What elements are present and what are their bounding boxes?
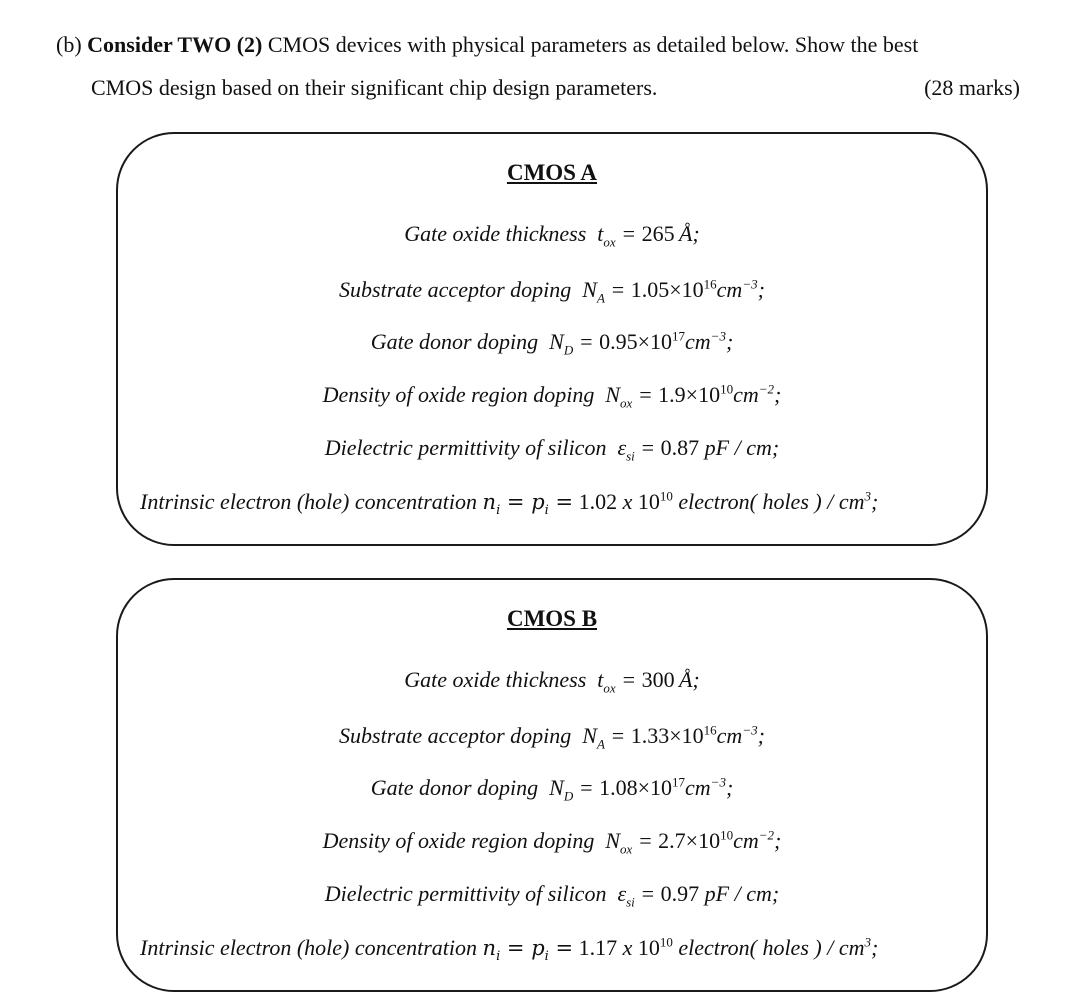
cmos-a-nox: Density of oxide region doping $N_{ox} = 1.9\times 10^{10}cm^{-2}$; bbox=[322, 381, 782, 411]
cmos-b-box bbox=[116, 578, 988, 992]
question-line-1 bbox=[56, 30, 1036, 60]
cmos-b-nox: Density of oxide region doping $N_{ox} = 2.7\times 10^{10}cm^{-2}$; bbox=[322, 827, 782, 857]
cmos-b-na: Substrate acceptor doping $N_A = 1.33\times 10^{16}cm^{-3}$; bbox=[339, 722, 765, 752]
cmos-a-eps: Dielectric permittivity of silicon $\varepsilon_{si} = 0.87$ pF / cm; bbox=[324, 435, 780, 464]
question-text-2: CMOS design based on their significant chip design parameters. bbox=[91, 75, 658, 100]
question-prefix: (b) bbox=[56, 32, 82, 57]
question-line-2 bbox=[91, 73, 1020, 103]
cmos-b-title: CMOS B bbox=[506, 606, 598, 631]
question-emphasis: Consider TWO (2) bbox=[87, 32, 263, 57]
question-text-1: CMOS devices with physical parameters as detailed below. Show the best bbox=[267, 32, 919, 57]
question-marks: (28 marks) bbox=[924, 75, 1020, 100]
cmos-a-nd: Gate donor doping $N_D = 0.95\times 10^{17}cm^{-3}$; bbox=[370, 328, 734, 358]
cmos-a-box bbox=[116, 132, 988, 546]
cmos-b-nd: Gate donor doping $N_D = 1.08\times 10^{17}cm^{-3}$; bbox=[370, 774, 734, 804]
cmos-b-ni: Intrinsic electron (hole) concentration $n_i = p_i = 1.17$ x $10^{10}$ electron( holes ) / $cm^3$; bbox=[140, 934, 879, 965]
cmos-a-na: Substrate acceptor doping $N_A = 1.05\times 10^{16}cm^{-3}$; bbox=[339, 276, 765, 306]
cmos-a-ni: Intrinsic electron (hole) concentration $n_i = p_i = 1.02$ x $10^{10}$ electron( holes ) / $cm^3$; bbox=[140, 488, 879, 519]
cmos-b-eps: Dielectric permittivity of silicon $\varepsilon_{si} = 0.97$ pF / cm; bbox=[324, 881, 780, 910]
cmos-a-tox: Gate oxide thickness $t_{ox} = 265$ Å; bbox=[404, 221, 700, 250]
cmos-a-title: CMOS A bbox=[506, 160, 598, 185]
cmos-b-tox: Gate oxide thickness $t_{ox} = 300$ Å; bbox=[404, 667, 700, 696]
